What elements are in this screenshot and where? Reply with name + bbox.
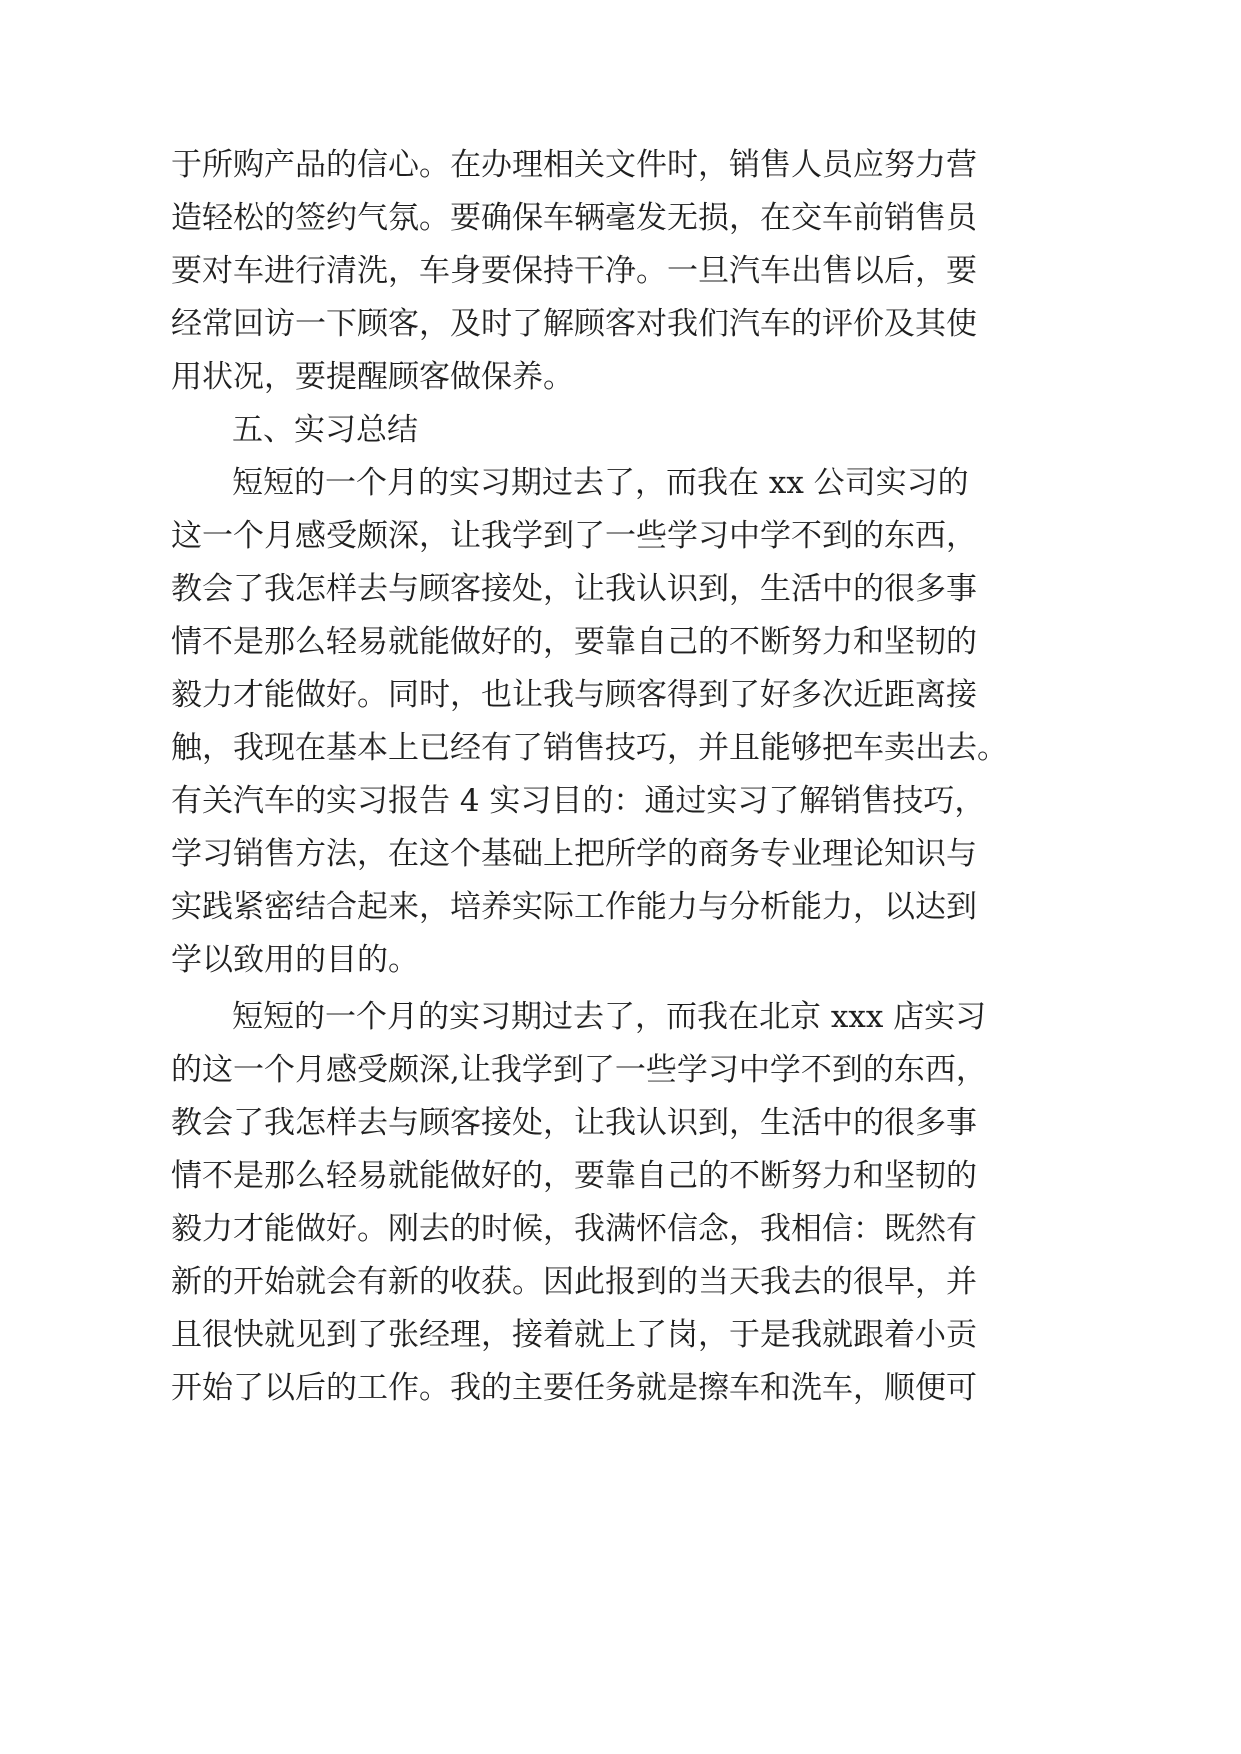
text-line bbox=[0, 564, 1241, 614]
text-line bbox=[0, 935, 1241, 985]
line-text: 教会了我怎样去与顾客接处，让我认识到，生活中的很多事 bbox=[171, 1105, 977, 1141]
text-line bbox=[0, 617, 1241, 667]
line-text: 开始了以后的工作。我的主要任务就是擦车和洗车，顺便可 bbox=[171, 1370, 977, 1406]
text-line bbox=[0, 829, 1241, 879]
section-heading-text: 五、实习总结 bbox=[232, 412, 418, 448]
line-text: 学习销售方法，在这个基础上把所学的商务专业理论知识与 bbox=[171, 836, 977, 872]
line-text: 情不是那么轻易就能做好的，要靠自己的不断努力和坚韧的 bbox=[171, 624, 977, 660]
text-line bbox=[0, 1204, 1241, 1254]
text-line bbox=[0, 670, 1241, 720]
text-line bbox=[0, 1045, 1241, 1095]
line-text: 有关汽车的实习报告 4 实习目的：通过实习了解销售技巧， bbox=[171, 783, 986, 819]
text-line bbox=[0, 882, 1241, 932]
line-text: 实践紧密结合起来，培养实际工作能力与分析能力，以达到 bbox=[171, 889, 977, 925]
text-line bbox=[0, 458, 1241, 508]
line-text: 学以致用的目的。 bbox=[171, 942, 419, 978]
text-line bbox=[0, 193, 1241, 243]
text-line bbox=[0, 1257, 1241, 1307]
text-line bbox=[0, 1151, 1241, 1201]
line-text: 要对车进行清洗，车身要保持干净。一旦汽车出售以后，要 bbox=[171, 253, 977, 289]
line-text: 教会了我怎样去与顾客接处，让我认识到，生活中的很多事 bbox=[171, 571, 977, 607]
line-text: 且很快就见到了张经理，接着就上了岗，于是我就跟着小贡 bbox=[171, 1317, 977, 1353]
line-text: 短短的一个月的实习期过去了，而我在北京 xxx 店实习 bbox=[232, 999, 987, 1035]
text-line bbox=[0, 246, 1241, 296]
line-text: 触，我现在基本上已经有了销售技巧，并且能够把车卖出去。 bbox=[171, 730, 1008, 766]
text-line bbox=[0, 776, 1241, 826]
line-text: 的这一个月感受颇深,让我学到了一些学习中学不到的东西， bbox=[171, 1052, 987, 1088]
text-line bbox=[0, 992, 1241, 1042]
line-text: 新的开始就会有新的收获。因此报到的当天我去的很早，并 bbox=[171, 1264, 977, 1300]
line-text: 毅力才能做好。同时，也让我与顾客得到了好多次近距离接 bbox=[171, 677, 977, 713]
line-text: 短短的一个月的实习期过去了，而我在 xx 公司实习的 bbox=[232, 465, 969, 501]
line-text: 造轻松的签约气氛。要确保车辆毫发无损，在交车前销售员 bbox=[171, 200, 977, 236]
text-line bbox=[0, 723, 1241, 773]
line-text: 情不是那么轻易就能做好的，要靠自己的不断努力和坚韧的 bbox=[171, 1158, 977, 1194]
text-line bbox=[0, 140, 1241, 190]
text-line bbox=[0, 1310, 1241, 1360]
section-heading bbox=[0, 405, 1241, 455]
text-line bbox=[0, 299, 1241, 349]
line-text: 毅力才能做好。刚去的时候，我满怀信念，我相信：既然有 bbox=[171, 1211, 977, 1247]
line-text: 经常回访一下顾客，及时了解顾客对我们汽车的评价及其使 bbox=[171, 306, 977, 342]
text-line bbox=[0, 1363, 1241, 1413]
text-line bbox=[0, 1098, 1241, 1148]
text-line bbox=[0, 352, 1241, 402]
line-text: 用状况，要提醒顾客做保养。 bbox=[171, 359, 574, 395]
line-text: 于所购产品的信心。在办理相关文件时，销售人员应努力营 bbox=[171, 147, 977, 183]
text-line bbox=[0, 511, 1241, 561]
line-text: 这一个月感受颇深，让我学到了一些学习中学不到的东西， bbox=[171, 518, 977, 554]
